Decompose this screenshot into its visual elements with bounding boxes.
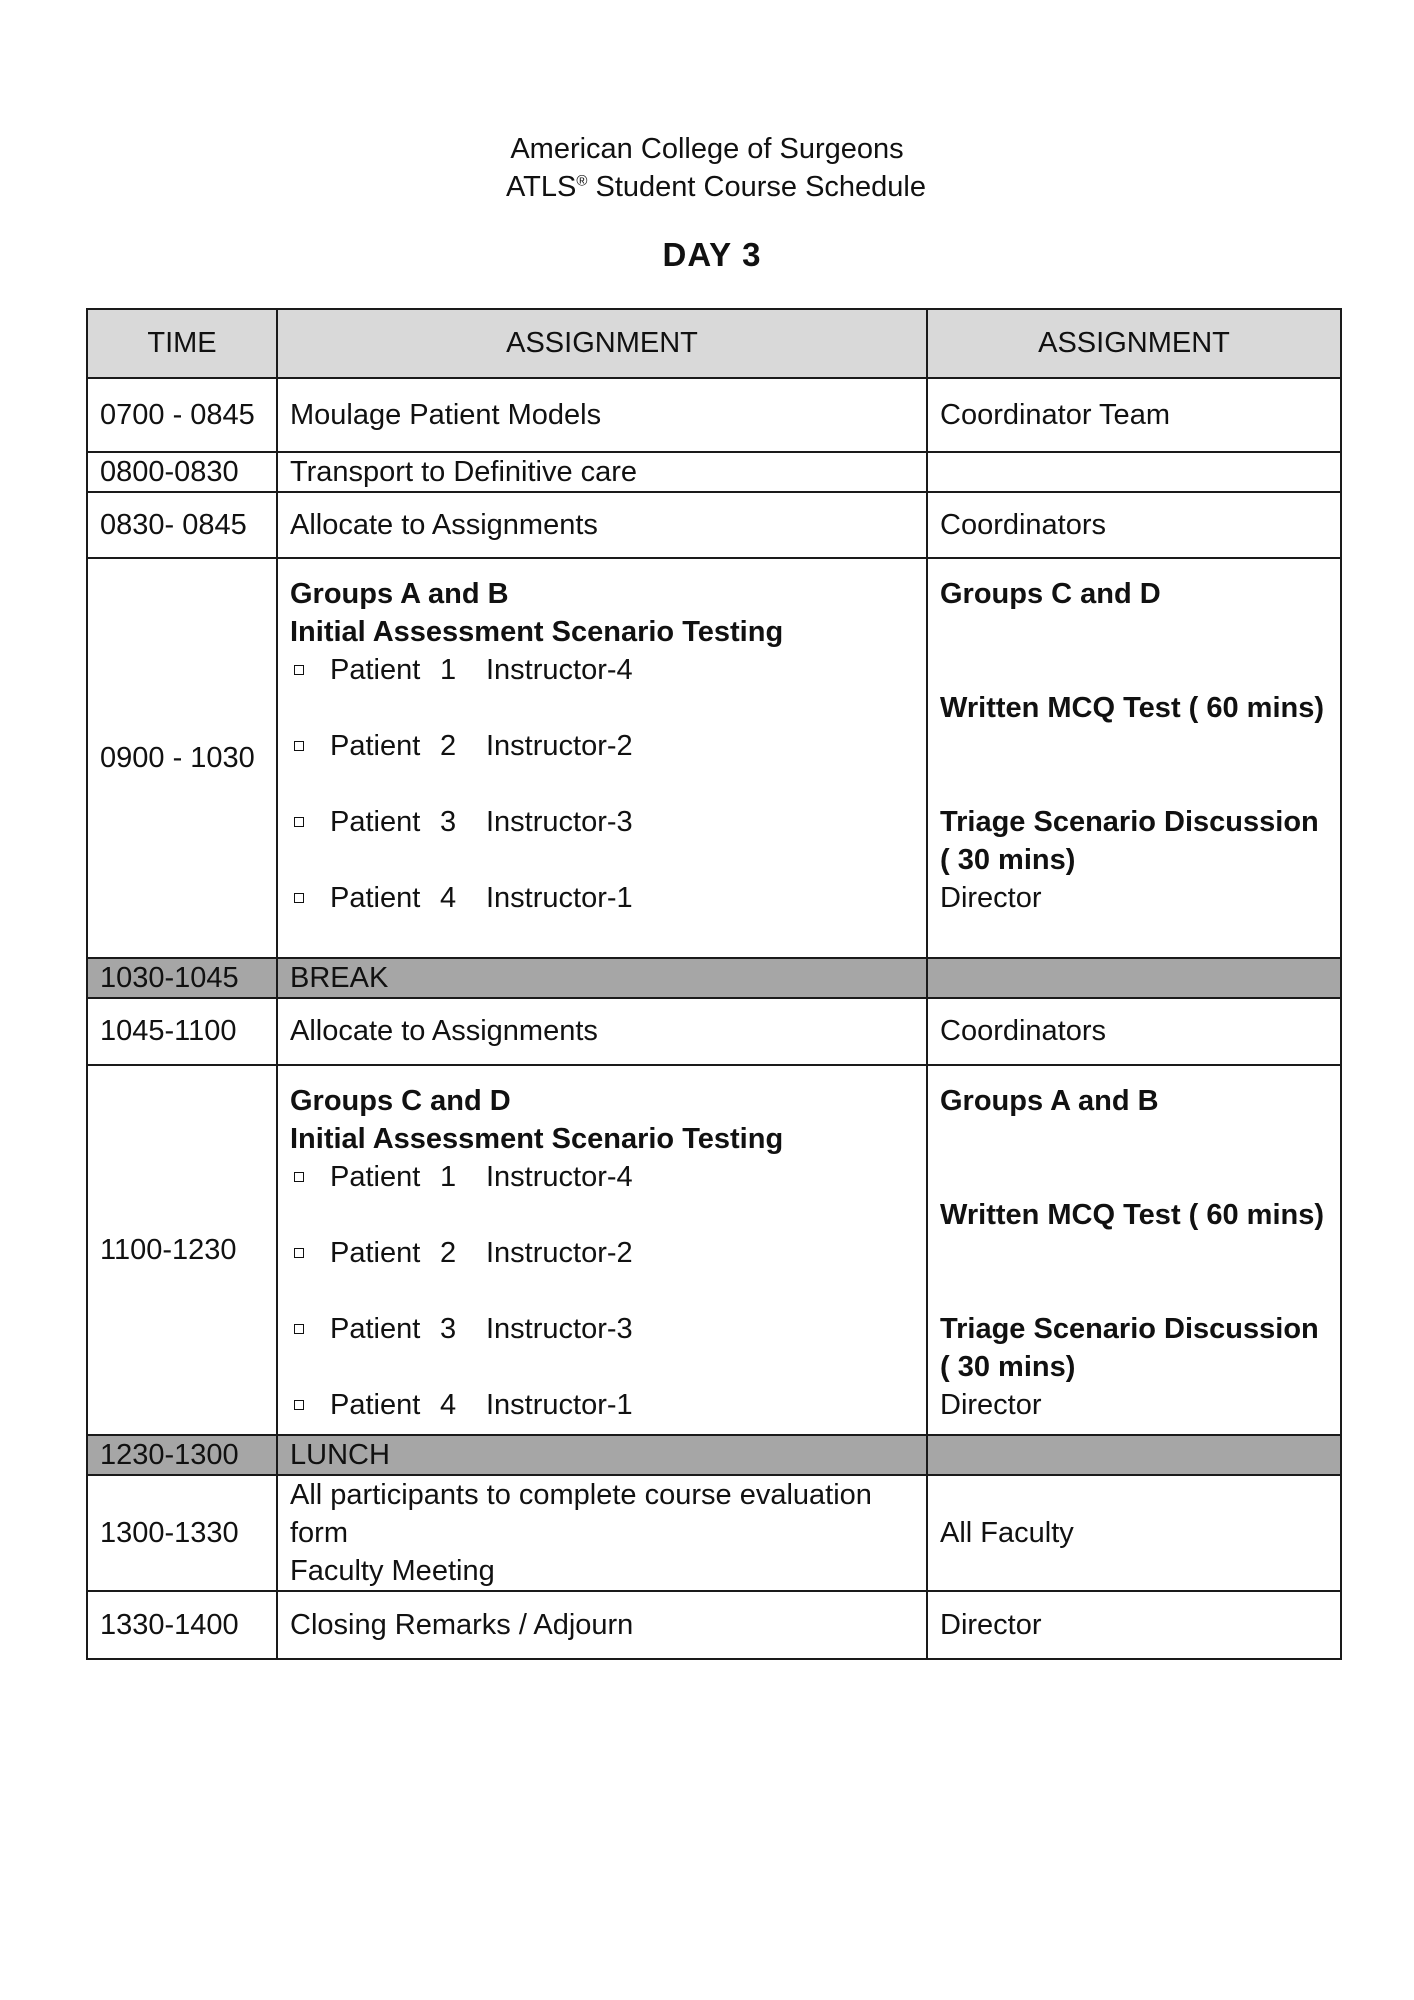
patient-label: Patient [330, 882, 421, 914]
document-title [0, 130, 1414, 206]
assignment2-cell: Director [927, 1591, 1341, 1659]
day-label: DAY [662, 236, 733, 273]
time-cell: 0900 - 1030 [87, 558, 277, 958]
assignment2-cell [927, 958, 1341, 998]
assignment2-cell: Coordinators [927, 492, 1341, 558]
org-name: American College of Surgeons [510, 133, 904, 165]
instructor-name: Instructor-3 [486, 1313, 633, 1345]
table-row [87, 998, 1341, 1065]
triage-label: Triage Scenario Discussion [940, 806, 1319, 838]
table-header [87, 309, 1341, 378]
instructor-name: Instructor-4 [486, 1161, 633, 1193]
time-cell: 1330-1400 [87, 1591, 277, 1659]
list-item [290, 1234, 914, 1272]
group-label: Groups A and B [940, 1085, 1159, 1117]
table-row [87, 492, 1341, 558]
list-item [290, 879, 914, 917]
patient-label: Patient [330, 1313, 421, 1345]
assignment2-cell [927, 1065, 1341, 1435]
column-header-assignment: ASSIGNMENT [277, 309, 927, 378]
checkbox-bullet-icon [294, 1324, 304, 1334]
checkbox-bullet-icon [294, 1172, 304, 1182]
list-item [290, 727, 914, 765]
time-cell: 1230-1300 [87, 1435, 277, 1475]
instructor-name: Instructor-1 [486, 882, 633, 914]
instructor-name: Instructor-3 [486, 806, 633, 838]
time-cell: 1100-1230 [87, 1065, 277, 1435]
lead-label: Director [940, 882, 1042, 914]
assignment-cell [277, 1475, 927, 1591]
test-label: Initial Assessment Scenario Testing [290, 1123, 784, 1155]
checkbox-bullet-icon [294, 741, 304, 751]
lead-label: Director [940, 1389, 1042, 1421]
assignment-line: Faculty Meeting [290, 1555, 495, 1587]
list-item [290, 1158, 914, 1196]
time-cell: 1030-1045 [87, 958, 277, 998]
assignment-line: All participants to complete course evaluation form [290, 1479, 872, 1549]
table-row [87, 1475, 1341, 1591]
patient-number: 3 [440, 1313, 457, 1345]
patient-list [290, 651, 914, 917]
table-row [87, 378, 1341, 452]
column-header-time: TIME [87, 309, 277, 378]
assignment-cell: BREAK [277, 958, 927, 998]
patient-label: Patient [330, 806, 421, 838]
instructor-name: Instructor-2 [486, 1237, 633, 1269]
patient-label: Patient [330, 654, 421, 686]
table-row [87, 1591, 1341, 1659]
checkbox-bullet-icon [294, 817, 304, 827]
course-prefix: ATLS [505, 171, 577, 203]
list-item [290, 1310, 914, 1348]
column-header-assignment-2: ASSIGNMENT [927, 309, 1341, 378]
assignment2-cell [927, 558, 1341, 958]
table-row [87, 558, 1341, 958]
table-row [87, 1065, 1341, 1435]
day-number: 3 [742, 236, 762, 273]
patient-number: 2 [440, 730, 457, 762]
assignment2-cell [927, 452, 1341, 492]
triage-duration: ( 30 mins) [940, 844, 1076, 876]
triage-duration: ( 30 mins) [940, 1351, 1076, 1383]
assignment-cell [277, 1065, 927, 1435]
list-item [290, 651, 914, 689]
time-cell: 1300-1330 [87, 1475, 277, 1591]
time-cell: 0800-0830 [87, 452, 277, 492]
registered-mark: ® [576, 172, 588, 190]
course-suffix: Student Course Schedule [587, 171, 926, 203]
assignment2-cell: Coordinators [927, 998, 1341, 1065]
assignment-cell: Allocate to Assignments [277, 492, 927, 558]
patient-label: Patient [330, 1237, 421, 1269]
patient-number: 4 [440, 1389, 457, 1421]
patient-number: 3 [440, 806, 457, 838]
assignment-cell: LUNCH [277, 1435, 927, 1475]
patient-number: 4 [440, 882, 457, 914]
checkbox-bullet-icon [294, 893, 304, 903]
instructor-name: Instructor-4 [486, 654, 633, 686]
list-item [290, 1386, 914, 1424]
patient-list [290, 1158, 914, 1424]
table-row [87, 958, 1341, 998]
list-item [290, 803, 914, 841]
patient-label: Patient [330, 730, 421, 762]
assignment-cell: Closing Remarks / Adjourn [277, 1591, 927, 1659]
time-cell: 0830- 0845 [87, 492, 277, 558]
group-label: Groups C and D [290, 1085, 511, 1117]
assignment-cell: Moulage Patient Models [277, 378, 927, 452]
mcq-test-label: Written MCQ Test ( 60 mins) [940, 692, 1325, 724]
assignment-cell: Transport to Definitive care [277, 452, 927, 492]
mcq-test-label: Written MCQ Test ( 60 mins) [940, 1199, 1325, 1231]
assignment2-cell [927, 1435, 1341, 1475]
triage-label: Triage Scenario Discussion [940, 1313, 1319, 1345]
assignment-cell [277, 558, 927, 958]
patient-number: 1 [440, 1161, 457, 1193]
checkbox-bullet-icon [294, 1400, 304, 1410]
test-label: Initial Assessment Scenario Testing [290, 616, 784, 648]
instructor-name: Instructor-2 [486, 730, 633, 762]
patient-number: 1 [440, 654, 457, 686]
checkbox-bullet-icon [294, 665, 304, 675]
assignment2-cell: Coordinator Team [927, 378, 1341, 452]
table-row [87, 452, 1341, 492]
patient-label: Patient [330, 1161, 421, 1193]
table-row [87, 1435, 1341, 1475]
schedule-table [86, 308, 1342, 1660]
time-cell: 0700 - 0845 [87, 378, 277, 452]
time-cell: 1045-1100 [87, 998, 277, 1065]
checkbox-bullet-icon [294, 1248, 304, 1258]
patient-number: 2 [440, 1237, 457, 1269]
group-label: Groups A and B [290, 578, 509, 610]
group-label: Groups C and D [940, 578, 1161, 610]
assignment2-cell: All Faculty [927, 1475, 1341, 1591]
day-heading [0, 236, 1414, 274]
instructor-name: Instructor-1 [486, 1389, 633, 1421]
patient-label: Patient [330, 1389, 421, 1421]
course-title [0, 168, 1414, 206]
assignment-cell: Allocate to Assignments [277, 998, 927, 1065]
